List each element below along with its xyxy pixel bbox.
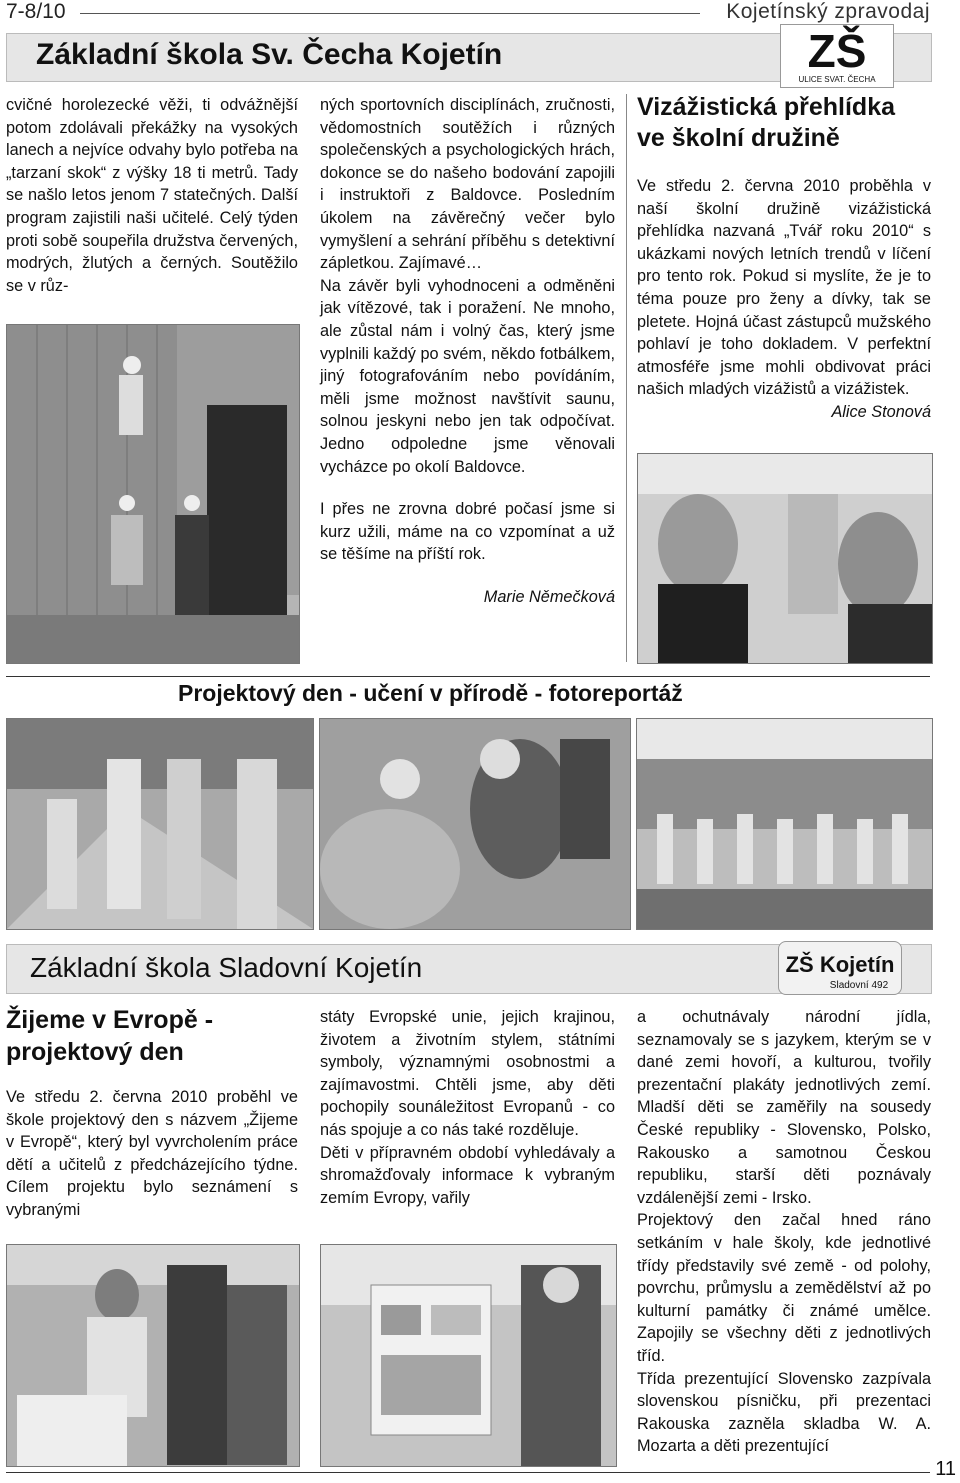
nature-photo-3 — [636, 718, 933, 930]
logo-tsc-caption: ULICE SVAT. ČECHA — [798, 75, 876, 84]
climbing-tower-photo — [6, 324, 300, 664]
section2-col2 — [320, 1006, 615, 1209]
vizaz-heading: Vizážistická přehlídka ve školní družině — [637, 93, 895, 152]
nature-photo-1 — [6, 718, 314, 930]
vizaz-text: Ve středu 2. června 2010 proběhla v naší školní družině vizážistická přehlídka nazvaná „Tvář roku 2010“ s ukázkami nových letních trendů v líčení pro tento rok. Pokud si myslíte, že je to téma pouze pro ženy a dívky, tak se pletete. Hojná účast zástupců mužského pohlaví je toho dokladem. V perfektní atmosféře jsme mohli obdivovat práci našich mladých vizážistů a vizážistek. — [637, 177, 931, 399]
page-range: 7-8/10 — [6, 0, 66, 23]
section1-title: Základní škola Sv. Čecha Kojetín — [36, 38, 503, 71]
section1-col3 — [637, 175, 931, 424]
section1-col2-signature: Marie Němečková — [483, 587, 615, 606]
section2-col3-para3: Třída prezentující Slovensko zazpívala slovenskou písničku, při prezentaci Rakouska zazněla skladba W. A. Mozarta a děti prezentující — [637, 1369, 931, 1456]
makeup-photo — [637, 453, 933, 664]
logo-zs-name: ZŠ Kojetín — [785, 952, 895, 977]
vizaz-signature: Alice Stonová — [831, 402, 931, 421]
europe-intro-text: Ve středu 2. června 2010 proběhl ve škole projektový den s názvem „Žijeme v Evropě“, který byl vyvrcholením práce dětí a učitelů z předcházejícího týdne. Cílem projektu bylo seznámení s vybranými — [6, 1088, 298, 1219]
photo-report-rule — [6, 676, 930, 677]
section2-col3-para1: a ochutnávaly národní jídla, seznamovaly se s jazykem, kterým se v dané zemi hovoří, a kulturou, tvořily prezentační plakáty jednotlivých zemí. Mladší děti se zaměřily na sousedy České republiky - Slovensko, Polsko, Rakousko a samotnou Českou republiku, starší děti poznávaly vzdálenější zemi - Irsko. — [637, 1008, 931, 1207]
logo-tsc-letters: ZŠ — [807, 25, 867, 77]
page-number: 11 — [935, 1458, 956, 1480]
europe-heading: Žijeme v Evropě - projektový den — [6, 1006, 214, 1066]
section2-col2-para2: Děti v přípravném období vyhledávaly a shromažďovaly informace k vybraným zemím Evropy, vařily — [320, 1143, 615, 1207]
section2-col3 — [637, 1006, 931, 1458]
section1-col2-para2: Na závěr byli vyhodnoceni a odměněni jak vítězové, tak i poražení. Ne mnoho, ale zůstal nám i volný čas, který jsme vyplnili každý po svém, někdo fotbálkem, jiný fotografováním nebo povídáním, měli jsme možnost navštívit saunu, solnou jeskyni nebo jen tak odpočívat. Jedno odpoledne jsme věnovali vycházce po okolí Baldovce. — [320, 276, 616, 476]
nature-photo-2 — [319, 718, 631, 930]
section1-col1-text: cvičné horolezecké věži, ti odvážnější potom zdolávali překážky na vysokých lanech a nejvíce odvahy bylo potřeba na „tarzaní skok“ z výšky 18 ti metrů. Tady se našlo letos jenom 7 statečných. Další program zajistili naši učitelé. Celý týden proti sobě soupeřila družstva červených, modrých, žlutých a černých. Soutěžilo se v růz- — [6, 96, 298, 295]
section1-col2-para1: ných sportovních disciplínách, zručnosti, vědomostních soutěžích i různých společenských a psychologických hrách, dokonce se do našeho bodování zapojili i instruktoři z Baldovce. Posledním úkolem na závěrečný večer bylo vymyšlení a sehrání příběhu s detektivní zápletkou. Zajímavé… — [320, 96, 615, 273]
logo-zs-address: Sladovní 492 — [829, 980, 889, 991]
school-logo-sladovni — [778, 941, 902, 995]
europe-photo-2 — [320, 1244, 617, 1467]
header-rule — [80, 13, 700, 14]
column-divider — [626, 94, 627, 662]
section2-col3-para2: Projektový den začal hned ráno setkáním v hale školy, kde jednotlivé třídy představily své země - od polohy, povrchu, průmyslu a zemědělství až po kulturní památky či známé umělce. Zapojily se všechny děti z jednotlivých tříd. — [637, 1211, 931, 1365]
school-logo-tsc — [780, 24, 894, 88]
section2-col2-para1: státy Evropské unie, jejich krajinou, životem a životním stylem, státními symboly, významnými osobnostmi a zajímavostmi. Chtěli jsme, aby děti pochopily sounáležitost Evropanů - co nás spojuje a co nás také rozděluje. — [320, 1008, 615, 1139]
section2-title: Základní škola Sladovní Kojetín — [30, 952, 423, 983]
section1-col2 — [320, 94, 615, 608]
europe-photo-1 — [6, 1244, 300, 1467]
photo-report-title: Projektový den - učení v přírodě - fotoreportáž — [178, 680, 683, 706]
publication-name: Kojetínský zpravodaj — [726, 0, 930, 23]
footer-rule — [6, 1472, 930, 1473]
section1-col2-para3: I přes ne zrovna dobré počasí jsme si kurz užili, máme na co vzpomínat a už se těšíme na příští rok. — [320, 500, 615, 564]
